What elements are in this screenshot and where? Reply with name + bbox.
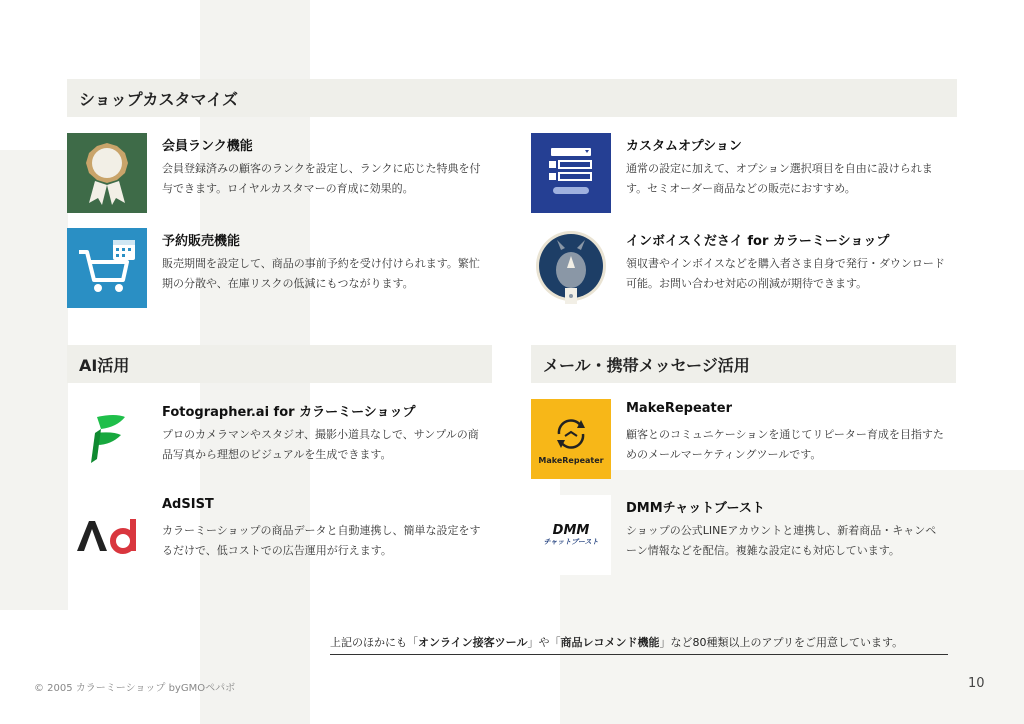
note-highlight-recommend: 商品レコメンド機能 [560, 636, 660, 649]
more-apps-note [330, 634, 948, 655]
feature-title: MakeRepeater [626, 401, 732, 416]
checklist-form-icon [531, 133, 611, 213]
feature-description: カラーミーショップの商品データと自動連携し、簡単な設定をするだけで、低コストでの広告運用が行えます。 [162, 524, 481, 557]
note-text: 上記のほかにも「 [330, 636, 418, 649]
feature-title: 会員ランク機能 [162, 139, 253, 154]
note-text: 」や「 [527, 636, 561, 649]
feature-description: 顧客とのコミュニケーションを通じてリピーター育成を目指すためのメールマーケティングツールです。 [626, 428, 944, 461]
award-badge-icon [67, 133, 147, 213]
makerepeater-logo-text: MakeRepeater [538, 455, 604, 465]
feature-description: 領収書やインボイスなどを購入者さま自身で発行・ダウンロード可能。お問い合わせ対応の削減が期待できます。 [626, 257, 945, 290]
feature-description: プロのカメラマンやスタジオ、撮影小道具なしで、サンプルの商品写真から理想のビジュアルを生成できます。 [162, 428, 479, 461]
page-number: 10 [968, 676, 985, 691]
dmm-logo-text: DMM [552, 522, 590, 538]
fotographer-logo-icon [67, 399, 147, 479]
section-header-shop-customize: ショップカスタマイズ [67, 79, 957, 117]
feature-description: 販売期間を設定して、商品の事前予約を受け付けられます。繁忙期の分散や、在庫リスクの低減にもつながります。 [162, 257, 480, 290]
feature-description: ショップの公式LINEアカウントと連携し、新着商品・キャンペーン情報などを配信。複雑な設定にも対応しています。 [626, 524, 937, 557]
feature-title: カスタムオプション [626, 139, 742, 154]
dmm-logo-subtext: チャットブースト [543, 537, 599, 546]
background-shape-left [0, 150, 68, 610]
feature-description: 通常の設定に加えて、オプション選択項目を自由に設けられます。セミオーダー商品などの販売におすすめ。 [626, 162, 933, 195]
feature-title: インボイスくださイ for カラーミーショップ [626, 234, 890, 249]
rhino-mascot-icon [531, 228, 611, 308]
feature-description: 会員登録済みの顧客のランクを設定し、ランクに応じた特典を付与できます。ロイヤルカスタマーの育成に効果的。 [162, 162, 481, 195]
dmm-chatboost-logo-icon [531, 495, 611, 575]
feature-title: 予約販売機能 [162, 234, 241, 249]
section-header-mail: メール・携帯メッセージ活用 [531, 345, 956, 383]
copyright: © 2005 カラーミーショップ byGMOペパボ [34, 683, 236, 694]
note-text: 」など80種類以上のアプリをご用意しています。 [659, 636, 904, 649]
adsist-logo-icon [67, 495, 147, 575]
feature-title: Fotographer.ai for カラーミーショップ [162, 405, 416, 420]
note-highlight-online-service: オンライン接客ツール [418, 636, 528, 649]
feature-title: AdSIST [162, 497, 214, 512]
section-header-ai: AI活用 [67, 345, 492, 383]
makerepeater-logo-icon [531, 399, 611, 479]
cart-calendar-icon [67, 228, 147, 308]
feature-title: DMMチャットブースト [626, 501, 765, 516]
